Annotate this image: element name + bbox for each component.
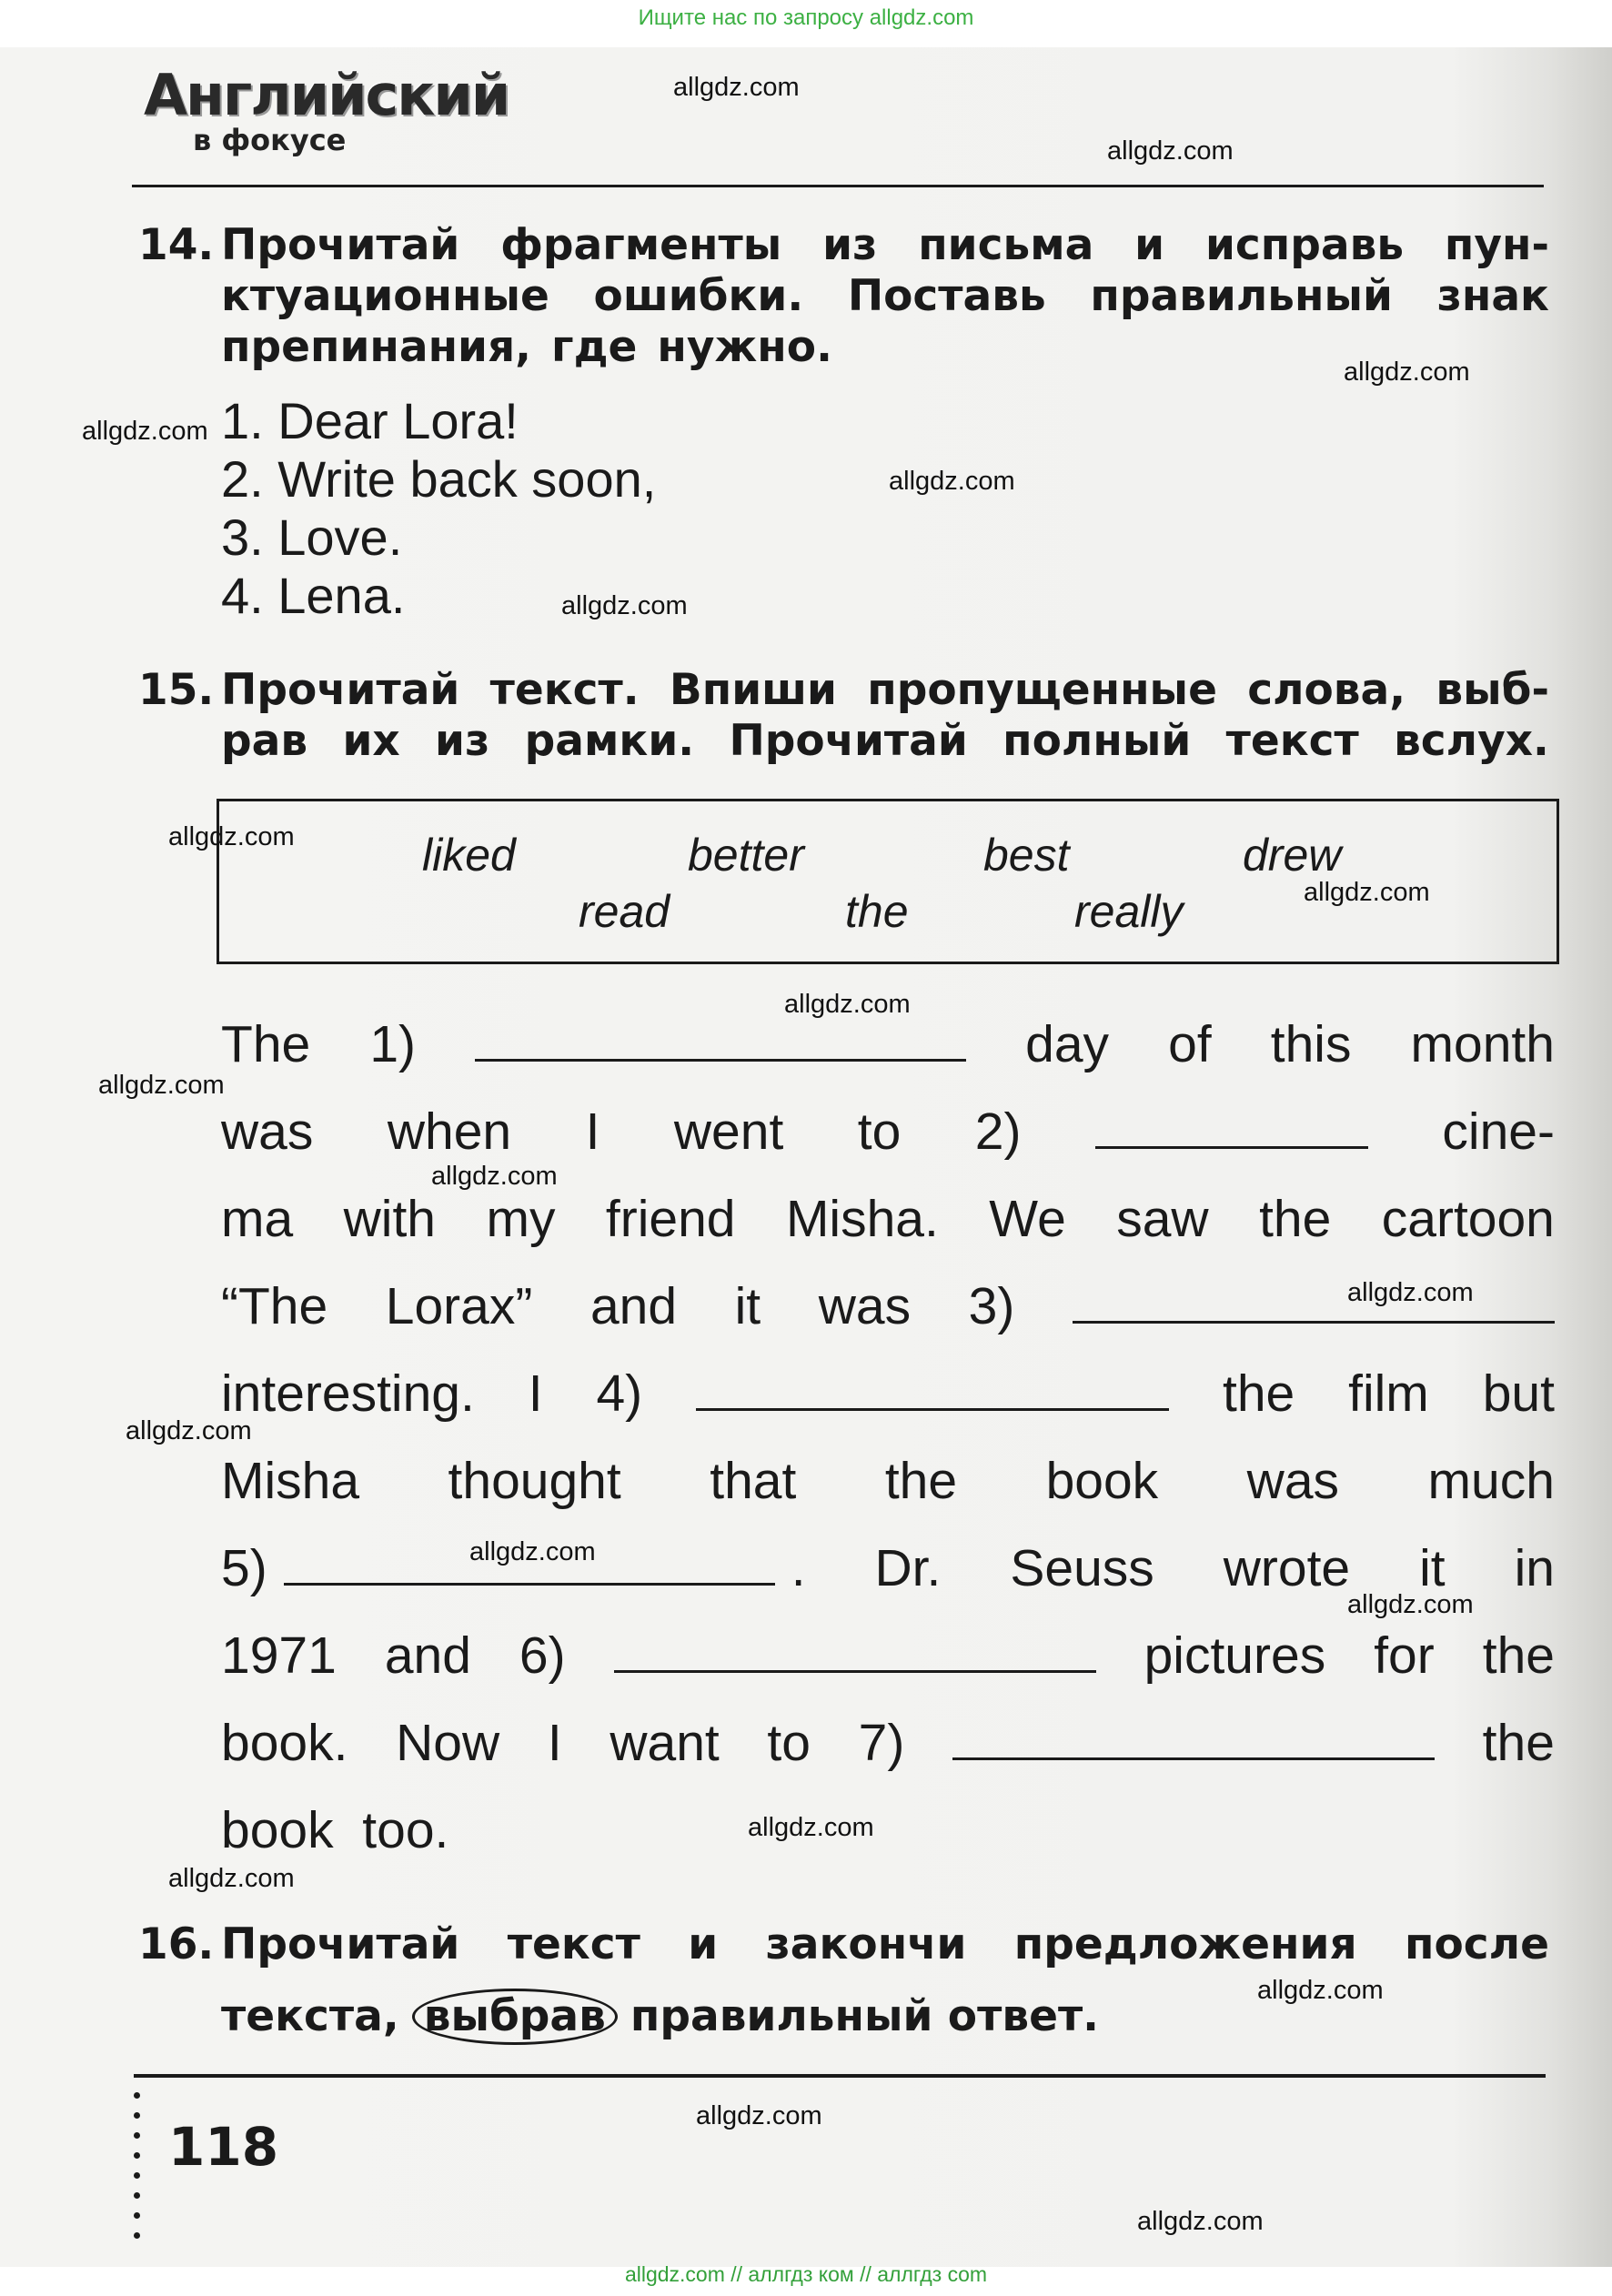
word: и xyxy=(1134,220,1165,270)
word: to xyxy=(767,1714,811,1772)
footer-rule xyxy=(134,2074,1546,2078)
word: it xyxy=(734,1277,761,1335)
word: 3) xyxy=(968,1277,1015,1335)
word: письма xyxy=(918,220,1094,270)
word: and xyxy=(589,1277,678,1335)
word: фрагменты xyxy=(500,220,782,270)
word: нужно. xyxy=(657,322,832,372)
top-banner: Ищите нас по запросу allgdz.com xyxy=(638,5,974,30)
item-number: 3. xyxy=(221,509,264,566)
word: Seuss xyxy=(1010,1539,1154,1597)
watermark: allgdz.com xyxy=(1344,357,1470,387)
word: текста, xyxy=(221,1991,399,2041)
blank-2[interactable] xyxy=(1095,1110,1368,1149)
logo-title: Английский xyxy=(144,62,509,128)
watermark: allgdz.com xyxy=(889,467,1015,496)
box-word-the: the xyxy=(845,886,909,937)
text-line-10 xyxy=(221,1800,448,1860)
box-word-better: better xyxy=(688,830,804,881)
ex14-heading xyxy=(221,220,1549,373)
word: in xyxy=(1514,1539,1555,1597)
box-word-best: best xyxy=(983,830,1070,881)
word: 5) xyxy=(221,1539,267,1597)
word: for xyxy=(1374,1626,1435,1685)
ex14-heading-line-1 xyxy=(221,220,1549,271)
word: much xyxy=(1427,1452,1555,1510)
word: . xyxy=(791,1539,806,1597)
word: Прочитай xyxy=(221,220,460,270)
item-number: 1. xyxy=(221,392,264,449)
word: Прочитай xyxy=(729,716,968,766)
text-line-8 xyxy=(221,1626,1555,1686)
word: ошибки. xyxy=(593,271,804,321)
word: wrote xyxy=(1223,1539,1351,1597)
item-text: Write back soon, xyxy=(277,450,657,508)
word: was xyxy=(221,1103,314,1161)
ex15-heading xyxy=(221,665,1549,767)
ex14-heading-line-2 xyxy=(221,271,1549,322)
margin-dot xyxy=(134,2112,140,2119)
word: закончи xyxy=(765,1919,967,1969)
word: текст xyxy=(507,1919,640,1969)
blank-6[interactable] xyxy=(614,1634,1096,1673)
margin-dot xyxy=(134,2092,140,2099)
word: the xyxy=(1482,1626,1555,1685)
word: too. xyxy=(362,1801,449,1859)
word: month xyxy=(1410,1015,1555,1073)
watermark: allgdz.com xyxy=(784,990,911,1019)
text-line-6 xyxy=(221,1451,1555,1511)
watermark: allgdz.com xyxy=(168,822,295,851)
watermark: allgdz.com xyxy=(561,591,688,620)
margin-dot xyxy=(134,2172,140,2179)
item-number: 2. xyxy=(221,450,264,508)
watermark: allgdz.com xyxy=(1347,1590,1474,1619)
word: book xyxy=(221,1801,334,1859)
item-text: Lena. xyxy=(277,567,406,624)
word: из xyxy=(822,220,878,270)
word: the xyxy=(1222,1365,1295,1423)
word: saw xyxy=(1116,1190,1209,1248)
word: где xyxy=(551,322,638,372)
margin-dot xyxy=(134,2192,140,2199)
word: interesting. xyxy=(221,1365,475,1423)
item-number: 4. xyxy=(221,567,264,624)
blank-3[interactable] xyxy=(1073,1284,1555,1324)
ex16-heading-line-1 xyxy=(221,1919,1549,1970)
word: 2) xyxy=(974,1103,1022,1161)
ex15-heading-line-2 xyxy=(221,716,1549,767)
word: friend xyxy=(605,1190,736,1248)
word: текст xyxy=(1225,716,1359,766)
word: правильный ответ. xyxy=(630,1991,1100,2041)
word: вслух. xyxy=(1394,716,1549,766)
box-word-read: read xyxy=(579,886,670,937)
word: film xyxy=(1348,1365,1429,1423)
word: Поставь xyxy=(847,271,1046,321)
word: was xyxy=(818,1277,912,1335)
box-word-liked: liked xyxy=(422,830,516,881)
watermark: allgdz.com xyxy=(98,1071,225,1100)
word: Lorax” xyxy=(385,1277,533,1335)
word: пун- xyxy=(1444,220,1549,270)
word: Misha. xyxy=(785,1190,939,1248)
word: ma xyxy=(221,1190,294,1248)
word: day xyxy=(1025,1015,1110,1073)
box-word-really: really xyxy=(1074,886,1184,937)
word: Впиши xyxy=(669,665,837,715)
word: the xyxy=(884,1452,958,1510)
ex14-item-3 xyxy=(221,508,402,567)
blank-4[interactable] xyxy=(696,1372,1169,1411)
text-line-3 xyxy=(221,1189,1555,1249)
word: was xyxy=(1246,1452,1340,1510)
word: cine- xyxy=(1442,1103,1555,1161)
word: слова, xyxy=(1247,665,1406,715)
ex14-item-2 xyxy=(221,449,656,509)
margin-dot xyxy=(134,2152,140,2159)
blank-1[interactable] xyxy=(475,1022,966,1062)
margin-dot xyxy=(134,2132,140,2139)
word: Now xyxy=(396,1714,500,1772)
margin-dot xyxy=(134,2232,140,2239)
header-rule xyxy=(132,185,1544,187)
word: знак xyxy=(1436,271,1549,321)
item-text: Love. xyxy=(277,509,403,566)
word: 4) xyxy=(596,1365,643,1423)
page-number: 118 xyxy=(168,2116,279,2178)
word: выб- xyxy=(1436,665,1549,715)
word: my xyxy=(486,1190,556,1248)
word: пропущенные xyxy=(867,665,1217,715)
word: Dr. xyxy=(874,1539,942,1597)
ex16-number: 16. xyxy=(138,1919,215,1969)
word: and xyxy=(384,1626,471,1685)
text-line-5 xyxy=(221,1364,1555,1424)
word: pictures xyxy=(1144,1626,1326,1685)
word: book xyxy=(1045,1452,1159,1510)
word: рамки. xyxy=(524,716,695,766)
ex15-heading-line-1 xyxy=(221,665,1549,716)
word: Misha xyxy=(221,1452,360,1510)
word: 7) xyxy=(858,1714,905,1772)
word: this xyxy=(1270,1015,1352,1073)
word: but xyxy=(1482,1365,1555,1423)
word: that xyxy=(710,1452,797,1510)
word: полный xyxy=(1002,716,1192,766)
text-line-2 xyxy=(221,1102,1555,1162)
word: исправь xyxy=(1204,220,1405,270)
watermark: allgdz.com xyxy=(748,1813,874,1842)
word: после xyxy=(1405,1919,1549,1969)
word: текст. xyxy=(489,665,640,715)
word: cartoon xyxy=(1381,1190,1555,1248)
watermark: allgdz.com xyxy=(168,1864,295,1893)
word: Прочитай xyxy=(221,665,460,715)
word: went xyxy=(673,1103,784,1161)
watermark: allgdz.com xyxy=(673,73,800,102)
blank-7[interactable] xyxy=(952,1721,1435,1760)
word: to xyxy=(857,1103,902,1161)
watermark: allgdz.com xyxy=(431,1162,558,1191)
word: the xyxy=(1482,1714,1555,1772)
item-text: Dear Lora! xyxy=(277,392,519,449)
watermark: allgdz.com xyxy=(1257,1976,1384,2005)
word: их xyxy=(342,716,400,766)
word: рав xyxy=(221,716,308,766)
word: предложения xyxy=(1013,1919,1357,1969)
watermark: allgdz.com xyxy=(469,1537,596,1566)
watermark: allgdz.com xyxy=(696,2101,822,2130)
word: We xyxy=(989,1190,1066,1248)
word: when xyxy=(387,1103,512,1161)
watermark: allgdz.com xyxy=(82,417,208,446)
word: 6) xyxy=(519,1626,566,1685)
ex14-item-4 xyxy=(221,566,405,625)
word: book. xyxy=(221,1714,348,1772)
box-word-drew: drew xyxy=(1243,830,1342,881)
word: of xyxy=(1168,1015,1212,1073)
word: из xyxy=(435,716,490,766)
ex14-item-1 xyxy=(221,391,519,450)
word: “The xyxy=(221,1277,328,1335)
ex14-number: 14. xyxy=(138,220,215,270)
bottom-banner: allgdz.com // аллгдз ком // аллгдз com xyxy=(624,2262,988,2286)
word: the xyxy=(1259,1190,1332,1248)
watermark: allgdz.com xyxy=(1304,878,1430,907)
watermark: allgdz.com xyxy=(1107,136,1234,166)
word: I xyxy=(528,1365,543,1423)
word: thought xyxy=(448,1452,621,1510)
watermark: allgdz.com xyxy=(126,1416,252,1445)
word: with xyxy=(343,1190,437,1248)
word: it xyxy=(1419,1539,1446,1597)
word: правильный xyxy=(1090,271,1393,321)
word: The xyxy=(221,1015,311,1073)
text-line-1 xyxy=(221,1014,1555,1074)
word: и xyxy=(688,1919,719,1969)
watermark: allgdz.com xyxy=(1137,2207,1264,2236)
margin-dot xyxy=(134,2212,140,2219)
text-line-9 xyxy=(221,1713,1555,1773)
word: Прочитай xyxy=(221,1919,460,1969)
ex15-number: 15. xyxy=(138,665,215,715)
word: I xyxy=(547,1714,562,1772)
word: 1) xyxy=(369,1015,416,1073)
circled-word: выбрав xyxy=(412,1989,618,2045)
watermark: allgdz.com xyxy=(1347,1278,1474,1307)
word: 1971 xyxy=(221,1626,337,1685)
word: препинания, xyxy=(221,322,532,372)
word: ктуационные xyxy=(221,271,549,321)
logo-subtitle: в фокусе xyxy=(193,123,347,157)
word: I xyxy=(585,1103,600,1161)
word: want xyxy=(610,1714,720,1772)
